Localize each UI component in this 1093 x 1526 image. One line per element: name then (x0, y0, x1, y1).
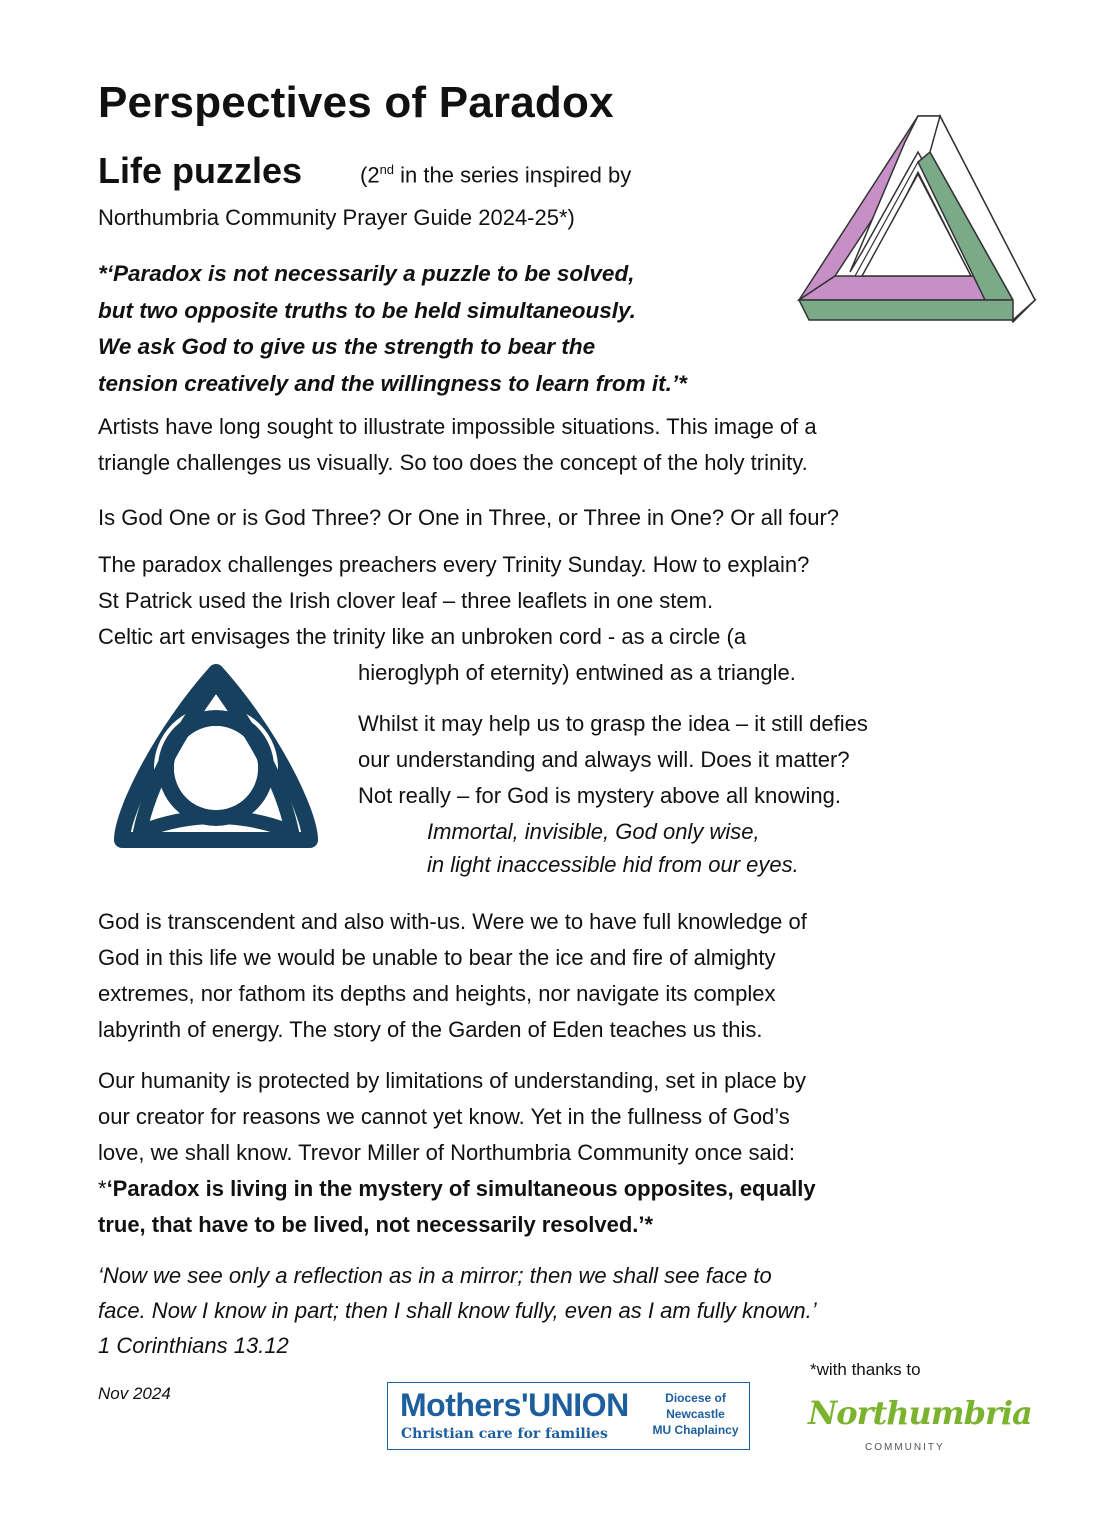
scripture-quote: ‘Now we see only a reflection as in a mirror; then we shall see face to face. Now I know in part; then I shall know fully, even as I am fully known.’ 1 Corinthians 13.12 (98, 1263, 817, 1358)
series-note: (2nd in the series inspired by (360, 162, 632, 188)
mothers-union-diocese: Diocese of Newcastle MU Chaplaincy (652, 1391, 739, 1437)
mothers-union-logo: Mothers'UNION (400, 1387, 629, 1423)
page-subtitle: Life puzzles (98, 150, 303, 191)
paragraph-preachers: The paradox challenges preachers every Trinity Sunday. How to explain? St Patrick used the Irish clover leaf – three leaflets in one stem. Celtic art envisages the trinity like an unbroken cord - as a circle (a (98, 552, 810, 649)
date-label: Nov 2024 (98, 1384, 171, 1403)
triquetra-icon (110, 662, 322, 850)
series-note-line2: Northumbria Community Prayer Guide 2024-25*) (98, 205, 575, 230)
paragraph-hieroglyph: hieroglyph of eternity) entwined as a triangle. (358, 660, 796, 685)
hymn-quote: Immortal, invisible, God only wise, in light inaccessible hid from our eyes. (427, 819, 799, 877)
penrose-triangle-icon (795, 112, 1040, 324)
northumbria-community-logo: Northumbria (808, 1394, 1032, 1432)
page-title: Perspectives of Paradox (98, 78, 614, 127)
paragraph-whilst: Whilst it may help us to grasp the idea – it still defies our understanding and always will. Does it matter? Not really – for God is mystery above all knowing. (358, 711, 868, 808)
opening-quote: *‘Paradox is not necessarily a puzzle to be solved, but two opposite truths to be held simultaneously. We ask God to give us the strength to bear the tension creatively and the willingness to learn from it.’* (98, 261, 687, 396)
northumbria-community-sublabel: COMMUNITY (865, 1442, 945, 1453)
paragraph-artists: Artists have long sought to illustrate impossible situations. This image of a triangle challenges us visually. So too does the concept of the holy trinity. (98, 414, 817, 475)
mothers-union-tagline: Christian care for families (401, 1426, 608, 1442)
paragraph-humanity: Our humanity is protected by limitations of understanding, set in place by our creator for reasons we cannot yet know. Yet in the fullness of God’s love, we shall know. Trevor Miller of Northumbria Community once said: *‘Paradox is living in the mystery of simultaneous opposites, equally true, that have to be lived, not necessarily resolved.’* (98, 1068, 816, 1237)
thanks-note: *with thanks to (810, 1360, 921, 1379)
paragraph-transcendent: God is transcendent and also with-us. Were we to have full knowledge of God in this life we would be unable to bear the ice and fire of almighty extremes, nor fathom its depths and heights, nor navigate its complex labyrinth of energy. The story of the Garden of Eden teaches us this. (98, 909, 807, 1042)
paragraph-question: Is God One or is God Three? Or One in Three, or Three in One? Or all four? (98, 505, 840, 530)
